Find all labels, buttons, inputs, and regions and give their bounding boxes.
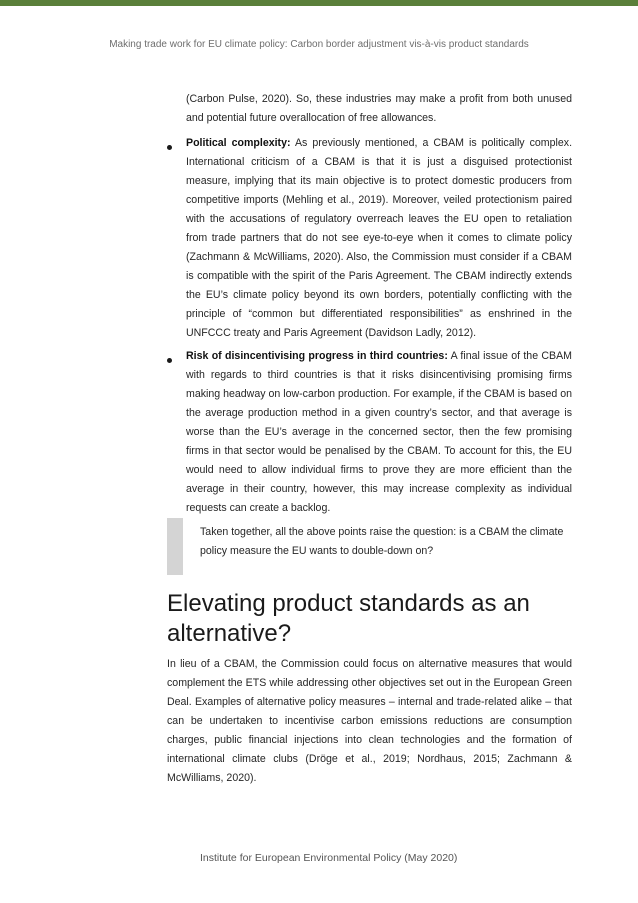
page-footer: Institute for European Environmental Policy (May 2020) <box>200 852 458 864</box>
bullet-disincentivising-progress <box>186 347 572 518</box>
bullet-dot-icon <box>167 358 172 363</box>
bullet-text: As previously mentioned, a CBAM is politically complex. International criticism of a CBAM is that it is just a disguised protectionist measure, implying that its main objective is to protect domestic producers from competitive imports (Mehling et al., 2019). Moreover, veiled protectionism paired with the accusations of regulatory overreach leaves the EU open to retaliation from trade partners that do not see eye-to-eye when it comes to climate policy (Zachmann & McWilliams, 2020). Also, the Commission must consider if a CBAM is compatible with the spirit of the Paris Agreement. The CBAM indirectly extends the EU’s climate policy beyond its own borders, potentially conflicting with the principle of “common but differentiated responsibilities” as enshrined in the UNFCCC treaty and Paris Agreement (Davidson Ladly, 2012). <box>186 137 573 339</box>
callout-bar <box>167 518 183 575</box>
bullet-lead: Political complexity: <box>186 137 291 149</box>
section-body-paragraph: In lieu of a CBAM, the Commission could focus on alternative measures that would complement the ETS while addressing other objectives set out in the European Green Deal. Examples of alternative policy measures – internal and trade-related alike – that can be undertaken to incentivise carbon emissions reductions are consumption charges, public financial injections into clean technologies and the formation of international climate clubs (Dröge et al., 2019; Nordhaus, 2015; Zachmann & McWilliams, 2020). <box>167 658 572 784</box>
running-header: Making trade work for EU climate policy: Carbon border adjustment vis-à-vis product standards <box>109 39 529 50</box>
bullet-political-complexity <box>186 134 572 343</box>
bullet-lead: Risk of disincentivising progress in third countries: <box>186 350 448 362</box>
bullet-dot-icon <box>167 145 172 150</box>
continuation-paragraph: (Carbon Pulse, 2020). So, these industries may make a profit from both unused and potential future overallocation of free allowances. <box>186 93 572 124</box>
callout-text: Taken together, all the above points raise the question: is a CBAM the climate policy measure the EU wants to double-down on? <box>200 526 564 557</box>
bullet-text: A final issue of the CBAM with regards to third countries is that it risks disincentivising promising firms making headway on low-carbon production. For example, if the CBAM is based on the average production method in a given country’s sector, and that average is worse than the EU’s average in the concerned sector, then the few promising firms in that sector would be penalised by the CBAM. To account for this, the EU would need to allow individual firms to prove they are more efficient than the average in their country, however, this may increase complexity as individual requests can create a backlog. <box>186 350 573 514</box>
section-heading: Elevating product standards as an alternative? <box>167 590 530 647</box>
top-accent-bar <box>0 0 638 6</box>
